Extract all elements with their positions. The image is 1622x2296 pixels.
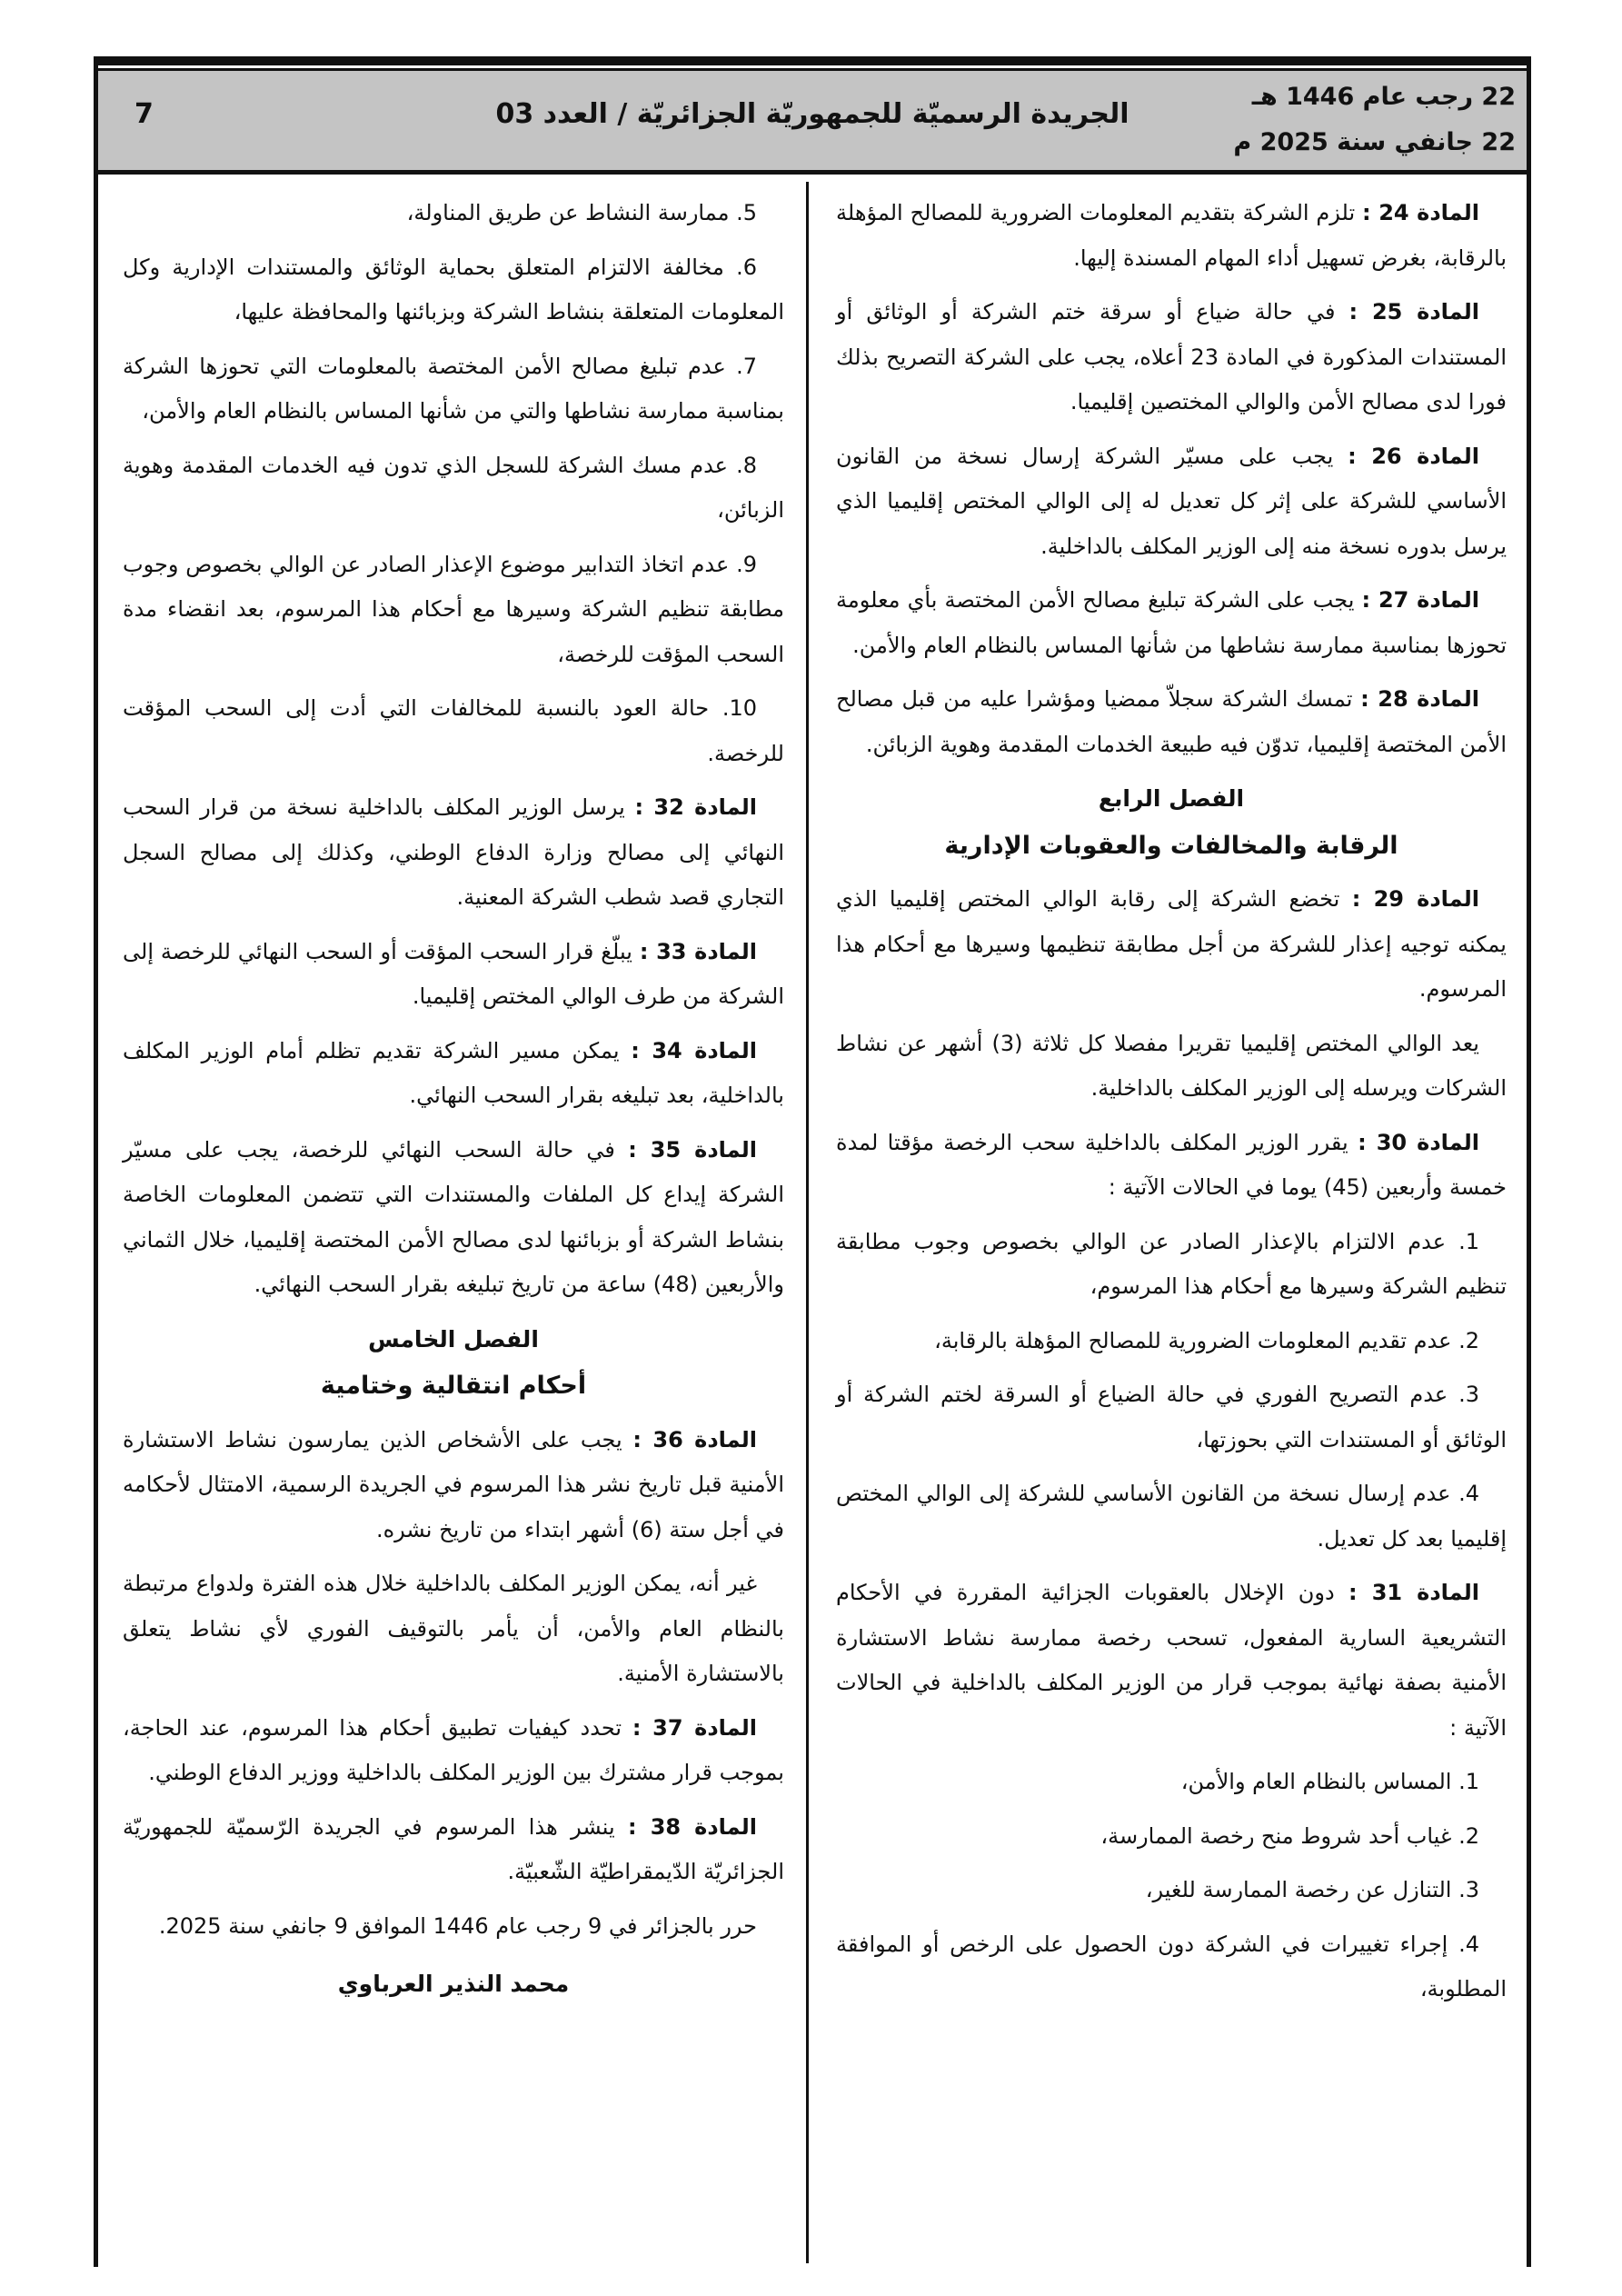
- article-label: المادة 28 :: [1360, 686, 1479, 712]
- article-text: يجب على الشركة تبليغ مصالح الأمن المختصة بأي معلومة تحوزها بمناسبة ممارسة نشاطها من شأنها المساس بالنظام العام والأمن.: [836, 587, 1507, 658]
- article-label: المادة 32 :: [634, 794, 758, 820]
- column-divider: [806, 182, 809, 2263]
- article-paragraph: [836, 677, 1507, 767]
- article-text: ينشر هذا المرسوم في الجريدة الرّسميّة للجمهوريّة الجزائريّة الدّيمقراطيّة الشّعبيّة.: [123, 1813, 784, 1884]
- page-header: [98, 68, 1527, 175]
- article-text: تخضع الشركة إلى رقابة الوالي المختص إقليميا الذي يمكنه توجيه إعذار للشركة من أجل مطابقة تنظيمها وسيرها مع أحكام هذا المرسوم.: [836, 886, 1507, 1002]
- article-text: يبلّغ قرار السحب المؤقت أو السحب النهائي للرخصة إلى الشركة من طرف الوالي المختص إقليميا.: [123, 938, 784, 1009]
- article-text: يمكن مسير الشركة تقديم تظلم أمام الوزير المكلف بالداخلية، بعد تبليغه بقرار السحب النهائي.: [123, 1037, 784, 1108]
- article-paragraph: [836, 290, 1507, 425]
- article-text: يرسل الوزير المكلف بالداخلية نسخة من قرار السحب النهائي إلى مصالح وزارة الدفاع الوطني، وكذلك إلى مصالح السجل التجاري قصد شطب الشركة المعنية.: [123, 794, 784, 910]
- article-text: يجب على مسيّر الشركة إرسال نسخة من القانون الأساسي للشركة على إثر كل تعديل له إلى الوالي المختص إقليميا الذي يرسل بدوره نسخة منه إلى الوزير المكلف بالداخلية.: [836, 443, 1507, 559]
- article-paragraph: [123, 1128, 784, 1308]
- signature: محمد النذير العرباوي: [337, 1971, 570, 1997]
- list-item: 2. غياب أحد شروط منح رخصة الممارسة،: [1100, 1822, 1479, 1849]
- article-text: تلزم الشركة بتقديم المعلومات الضرورية للمصالح المؤهلة بالرقابة، بغرض تسهيل أداء المهام المسندة إليها.: [836, 200, 1507, 271]
- article-label: المادة 24 :: [1362, 200, 1480, 225]
- article-label: المادة 30 :: [1358, 1129, 1480, 1155]
- list-item: 8. عدم مسك الشركة للسجل الذي تدون فيه الخدمات المقدمة وهوية الزبائن،: [123, 452, 784, 523]
- article-text: في حالة السحب النهائي للرخصة، يجب على مسيّر الشركة إيداع كل الملفات والمستندات التي تتضمن المعلومات الخاصة بنشاط الشركة أو بزبائنها لدى مصالح الأمن المختصة إقليميا، خلال الثماني والأربعين (48) ساعة من تاريخ تبليغه بقرار السحب النهائي.: [123, 1136, 784, 1297]
- page-number: 7: [134, 98, 154, 130]
- chapter-title: الرقابة والمخالفات والعقوبات الإدارية: [944, 831, 1398, 860]
- article-label: المادة 35 :: [628, 1136, 758, 1163]
- list-item: 2. عدم تقديم المعلومات الضرورية للمصالح المؤهلة بالرقابة،: [934, 1327, 1479, 1353]
- article-paragraph: [123, 785, 784, 921]
- list-item: 7. عدم تبليغ مصالح الأمن المختصة بالمعلومات التي تحوزها الشركة بمناسبة ممارسة نشاطها والتي من شأنها المساس بالنظام العام والأمن،: [123, 353, 784, 424]
- article-paragraph: [123, 930, 784, 1020]
- date-hijri: 22 رجب عام 1446 هـ: [1251, 83, 1516, 111]
- article-label: المادة 26 :: [1348, 443, 1480, 469]
- list-item: 4. إجراء تغييرات في الشركة دون الحصول على الرخص أو الموافقة المطلوبة،: [836, 1931, 1507, 2002]
- article-paragraph: [836, 877, 1507, 1013]
- article-text: يجب على الأشخاص الذين يمارسون نشاط الاستشارة الأمنية قبل تاريخ نشر هذا المرسوم في الجريدة الرسمية، الامتثال لأحكامه في أجل ستة (6) أشهر ابتداء من تاريخ نشره.: [123, 1426, 784, 1542]
- article-label: المادة 27 :: [1361, 587, 1479, 613]
- paragraph: حرر بالجزائر في 9 رجب عام 1446 الموافق 9 جانفي سنة 2025.: [158, 1912, 757, 1939]
- article-paragraph: [836, 1571, 1507, 1751]
- chapter-heading: الفصل الرابع: [1098, 785, 1245, 812]
- article-label: المادة 37 :: [632, 1714, 758, 1741]
- article-paragraph: [123, 1805, 784, 1895]
- article-label: المادة 36 :: [632, 1426, 758, 1452]
- article-label: المادة 29 :: [1351, 886, 1479, 912]
- article-paragraph: [836, 578, 1507, 668]
- chapter-heading: الفصل الخامس: [368, 1325, 539, 1353]
- article-label: المادة 34 :: [631, 1037, 758, 1063]
- right-column: [836, 191, 1507, 2021]
- article-paragraph: [123, 1029, 784, 1119]
- article-paragraph: [836, 434, 1507, 570]
- article-paragraph: [836, 191, 1507, 281]
- list-item: 1. عدم الالتزام بالإعذار الصادر عن الوالي بخصوص وجوب مطابقة تنظيم الشركة وسيرها مع أحكام هذا المرسوم،: [836, 1228, 1507, 1299]
- paragraph: غير أنه، يمكن الوزير المكلف بالداخلية خلال هذه الفترة ولدواع مرتبطة بالنظام العام والأمن، أن يأمر بالتوقيف الفوري لأي نشاط يتعلق بالاستشارة الأمنية.: [123, 1571, 784, 1686]
- article-paragraph: [836, 1121, 1507, 1211]
- article-text: يقرر الوزير المكلف بالداخلية سحب الرخصة مؤقتا لمدة خمسة وأربعين (45) يوما في الحالات الآتية :: [836, 1129, 1507, 1200]
- chapter-title: أحكام انتقالية وختامية: [320, 1372, 587, 1400]
- left-column: [123, 191, 784, 2007]
- list-item: 5. ممارسة النشاط عن طريق المناولة،: [406, 200, 757, 225]
- article-label: المادة 31 :: [1348, 1580, 1479, 1605]
- list-item: 10. حالة العود بالنسبة للمخالفات التي أدت إلى السحب المؤقت للرخصة.: [123, 695, 784, 766]
- article-label: المادة 38 :: [628, 1813, 758, 1840]
- paragraph: يعد الوالي المختص إقليميا تقريرا مفصلا كل ثلاثة (3) أشهر عن نشاط الشركات ويرسله إلى الوزير المكلف بالداخلية.: [836, 1030, 1507, 1101]
- list-item: 9. عدم اتخاذ التدابير موضوع الإعذار الصادر عن الوالي بخصوص وجوب مطابقة تنظيم الشركة وسيرها مع أحكام هذا المرسوم، بعد انقضاء مدة السحب المؤقت للرخصة،: [123, 551, 784, 667]
- list-item: 6. مخالفة الالتزام المتعلق بحماية الوثائق والمستندات الإدارية وكل المعلومات المتعلقة بنشاط الشركة وبزبائنها والمحافظة عليها،: [123, 254, 784, 324]
- article-paragraph: [123, 1418, 784, 1553]
- article-text: في حالة ضياع أو سرقة ختم الشركة أو الوثائق أو المستندات المذكورة في المادة 23 أعلاه، يجب على الشركة التصريح بذلك فورا لدى مصالح الأمن والوالي المختصين إقليميا.: [836, 299, 1507, 414]
- date-gregorian: 22 جانفي سنة 2025 م: [1233, 128, 1516, 156]
- article-label: المادة 25 :: [1348, 299, 1480, 324]
- list-item: 3. التنازل عن رخصة الممارسة للغير،: [1145, 1877, 1479, 1902]
- article-paragraph: [123, 1706, 784, 1796]
- list-item: 1. المساس بالنظام العام والأمن،: [1180, 1769, 1479, 1794]
- journal-title: الجريدة الرسميّة للجمهوريّة الجزائريّة / العدد 03: [495, 98, 1129, 130]
- list-item: 3. عدم التصريح الفوري في حالة الضياع أو السرقة لختم الشركة أو الوثائق أو المستندات التي بحوزتها،: [836, 1382, 1507, 1452]
- article-label: المادة 33 :: [639, 938, 757, 964]
- article-text: تمسك الشركة سجلاّ ممضيا ومؤشرا عليه من قبل مصالح الأمن المختصة إقليميا، تدوّن فيه طبيعة الخدمات المقدمة وهوية الزبائن.: [836, 686, 1507, 757]
- list-item: 4. عدم إرسال نسخة من القانون الأساسي للشركة إلى الوالي المختص إقليميا بعد كل تعديل.: [836, 1481, 1507, 1552]
- article-text: دون الإخلال بالعقوبات الجزائية المقررة في الأحكام التشريعية السارية المفعول، تسحب رخصة ممارسة نشاط الاستشارة الأمنية بصفة نهائية بموجب قرار من الوزير المكلف بالداخلية في الحالات الآتية :: [836, 1580, 1507, 1741]
- article-text: تحدد كيفيات تطبيق أحكام هذا المرسوم، عند الحاجة، بموجب قرار مشترك بين الوزير المكلف بالداخلية ووزير الدفاع الوطني.: [123, 1714, 784, 1785]
